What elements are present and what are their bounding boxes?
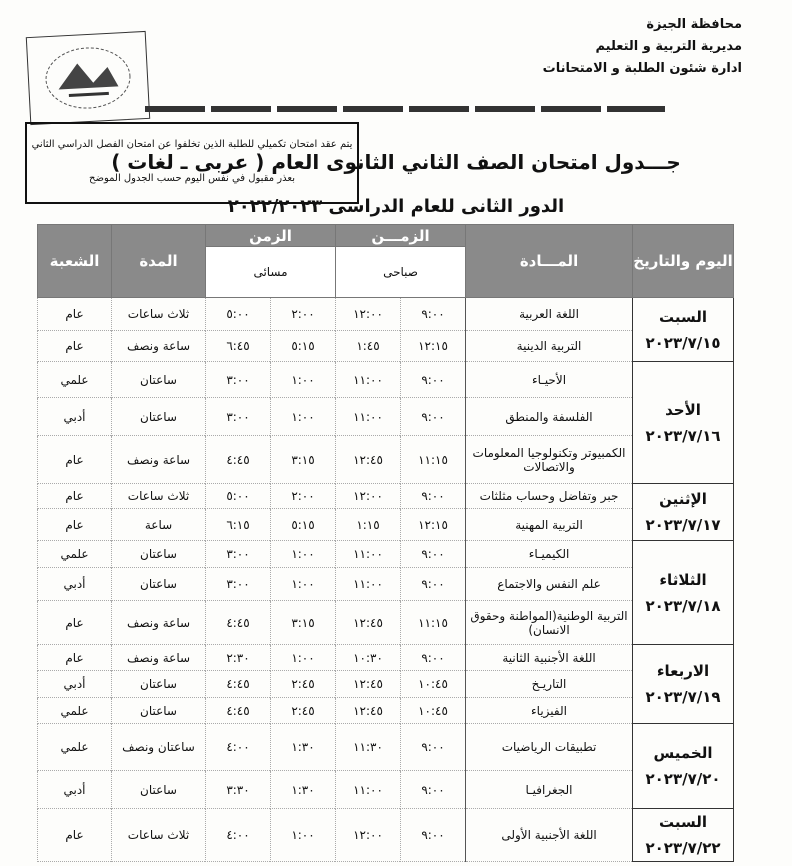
table-row <box>38 484 734 509</box>
evening-end-cell: ٣:٠٠ <box>206 541 271 568</box>
evening-end-cell: ٤:٠٠ <box>206 809 271 862</box>
subject-cell: الفيزياء <box>466 698 633 724</box>
morning-start-cell: ٩:٠٠ <box>401 645 466 671</box>
branch-cell: عام <box>38 601 112 645</box>
evening-start-cell: ٢:٠٠ <box>271 484 336 509</box>
duration-cell: ساعتان <box>112 771 206 809</box>
morning-end-cell: ١:١٥ <box>336 509 401 541</box>
evening-start-cell: ٣:١٥ <box>271 436 336 484</box>
subject-cell: التربية المهنية <box>466 509 633 541</box>
morning-start-cell: ٩:٠٠ <box>401 362 466 398</box>
day-cell <box>633 484 734 541</box>
table-row <box>38 362 734 398</box>
evening-end-cell: ٢:٣٠ <box>206 645 271 671</box>
evening-start-cell: ٢:٤٥ <box>271 671 336 698</box>
branch-cell: أدبي <box>38 398 112 436</box>
table-row <box>38 298 734 331</box>
branch-cell: عام <box>38 509 112 541</box>
branch-cell: أدبي <box>38 771 112 809</box>
duration-cell: ساعتان <box>112 362 206 398</box>
day-name: السبت <box>658 813 708 831</box>
evening-end-cell: ٤:٤٥ <box>206 436 271 484</box>
table-row <box>38 671 734 698</box>
evening-start-cell: ١:٣٠ <box>271 724 336 771</box>
department: ادارة شئون الطلبة و الامتحانات <box>542 61 742 76</box>
morning-start-cell: ٩:٠٠ <box>401 484 466 509</box>
subject-cell: تطبيقات الرياضيات <box>466 724 633 771</box>
table-row <box>38 601 734 645</box>
exam-schedule-table <box>37 224 734 862</box>
subject-cell: جبر وتفاضل وحساب مثلثات <box>466 484 633 509</box>
evening-start-cell: ٣:١٥ <box>271 601 336 645</box>
morning-start-cell: ١١:١٥ <box>401 436 466 484</box>
header-day: اليوم والتاريخ <box>633 225 734 298</box>
subject-cell: الفلسفة والمنطق <box>466 398 633 436</box>
notice-line: بعذر مقبول في نفس اليوم حسب الجدول الموضح <box>89 173 295 184</box>
directorate-logo <box>26 31 150 125</box>
subject-cell: اللغة الأجنبية الأولى <box>466 809 633 862</box>
evening-start-cell: ٢:٤٥ <box>271 698 336 724</box>
evening-end-cell: ٣:٠٠ <box>206 568 271 601</box>
subject-cell: الكيميـاء <box>466 541 633 568</box>
page-subtitle: الدور الثانى للعام الدراسى ٢٠٢٢/٢٠٢٣ <box>227 196 565 217</box>
morning-start-cell: ٩:٠٠ <box>401 771 466 809</box>
day-date: ٢٠٢٣/٧/١٦ <box>645 426 721 445</box>
header-time-morning: الزمـــن <box>336 225 466 247</box>
branch-cell: عام <box>38 436 112 484</box>
morning-start-cell: ٩:٠٠ <box>401 568 466 601</box>
evening-end-cell: ٥:٠٠ <box>206 298 271 331</box>
header-time-evening: الزمن <box>206 225 336 247</box>
morning-start-cell: ١٢:١٥ <box>401 331 466 362</box>
duration-cell: ساعة <box>112 509 206 541</box>
subject-cell: التاريـخ <box>466 671 633 698</box>
day-name: الإثنين <box>659 490 707 508</box>
branch-cell: عام <box>38 645 112 671</box>
day-cell <box>633 645 734 724</box>
duration-cell: ساعتان <box>112 698 206 724</box>
branch-cell: عام <box>38 809 112 862</box>
evening-end-cell: ٤:٤٥ <box>206 671 271 698</box>
day-name: الخميس <box>653 744 713 762</box>
duration-cell: ساعتان ونصف <box>112 724 206 771</box>
morning-end-cell: ١٢:٤٥ <box>336 436 401 484</box>
governorate: محافظة الجيزة <box>646 17 742 32</box>
department-header <box>543 14 742 80</box>
evening-end-cell: ٣:٠٠ <box>206 362 271 398</box>
morning-start-cell: ١٠:٤٥ <box>401 698 466 724</box>
evening-end-cell: ٤:٤٥ <box>206 601 271 645</box>
morning-start-cell: ١١:١٥ <box>401 601 466 645</box>
branch-cell: علمي <box>38 362 112 398</box>
table-row <box>38 809 734 862</box>
day-name: الاربعاء <box>656 662 710 680</box>
evening-end-cell: ٦:١٥ <box>206 509 271 541</box>
branch-cell: عام <box>38 484 112 509</box>
subject-cell: الأحيـاء <box>466 362 633 398</box>
table-row <box>38 724 734 771</box>
evening-start-cell: ١:٠٠ <box>271 398 336 436</box>
duration-cell: ساعتان <box>112 671 206 698</box>
evening-end-cell: ٣:٠٠ <box>206 398 271 436</box>
day-date: ٢٠٢٣/٧/٢٢ <box>645 839 721 857</box>
morning-end-cell: ١٢:٠٠ <box>336 298 401 331</box>
branch-cell: أدبي <box>38 568 112 601</box>
morning-start-cell: ٩:٠٠ <box>401 298 466 331</box>
table-row <box>38 509 734 541</box>
subject-cell: التربية الدينية <box>466 331 633 362</box>
day-date: ٢٠٢٣/٧/١٥ <box>645 333 721 352</box>
morning-start-cell: ٩:٠٠ <box>401 398 466 436</box>
day-date: ٢٠٢٣/٧/١٩ <box>645 688 721 706</box>
duration-cell: ثلاث ساعات <box>112 298 206 331</box>
evening-end-cell: ٣:٣٠ <box>206 771 271 809</box>
morning-end-cell: ١٢:٤٥ <box>336 671 401 698</box>
evening-start-cell: ١:٠٠ <box>271 541 336 568</box>
header-branch: الشعبة <box>38 225 112 298</box>
header-divider <box>145 106 665 112</box>
directorate: مديرية التربية و التعليم <box>595 39 742 54</box>
day-cell <box>633 724 734 809</box>
day-date: ٢٠٢٣/٧/١٨ <box>645 596 721 615</box>
morning-start-cell: ١٢:١٥ <box>401 509 466 541</box>
duration-cell: ساعة ونصف <box>112 436 206 484</box>
table-row <box>38 645 734 671</box>
morning-end-cell: ١١:٠٠ <box>336 568 401 601</box>
morning-start-cell: ٩:٠٠ <box>401 724 466 771</box>
table-row <box>38 398 734 436</box>
evening-start-cell: ١:٠٠ <box>271 809 336 862</box>
evening-start-cell: ٢:٠٠ <box>271 298 336 331</box>
morning-end-cell: ١٠:٣٠ <box>336 645 401 671</box>
subject-cell: اللغة الأجنبية الثانية <box>466 645 633 671</box>
day-name: الثلاثاء <box>659 570 707 589</box>
morning-end-cell: ١١:٠٠ <box>336 398 401 436</box>
morning-start-cell: ٩:٠٠ <box>401 809 466 862</box>
table-row <box>38 436 734 484</box>
header-morning: صباحى <box>336 247 466 298</box>
morning-end-cell: ١١:٠٠ <box>336 362 401 398</box>
morning-end-cell: ١:٤٥ <box>336 331 401 362</box>
table-row <box>38 698 734 724</box>
morning-end-cell: ١١:٠٠ <box>336 771 401 809</box>
day-name: السبت <box>658 307 708 326</box>
duration-cell: ساعة ونصف <box>112 601 206 645</box>
morning-end-cell: ١٢:٤٥ <box>336 601 401 645</box>
morning-end-cell: ١٢:٤٥ <box>336 698 401 724</box>
branch-cell: علمي <box>38 698 112 724</box>
table-row <box>38 331 734 362</box>
branch-cell: علمي <box>38 541 112 568</box>
duration-cell: ساعة ونصف <box>112 645 206 671</box>
subject-cell: علم النفس والاجتماع <box>466 568 633 601</box>
duration-cell: ساعة ونصف <box>112 331 206 362</box>
subject-cell: الكمبيوتر وتكنولوجيا المعلومات والاتصالات <box>466 436 633 484</box>
day-name: الأحد <box>665 400 701 419</box>
evening-end-cell: ٦:٤٥ <box>206 331 271 362</box>
evening-start-cell: ١:٠٠ <box>271 645 336 671</box>
branch-cell: أدبي <box>38 671 112 698</box>
day-cell <box>633 298 734 362</box>
duration-cell: ساعتان <box>112 568 206 601</box>
morning-start-cell: ١٠:٤٥ <box>401 671 466 698</box>
evening-end-cell: ٤:٤٥ <box>206 698 271 724</box>
day-cell <box>633 362 734 484</box>
morning-end-cell: ١٢:٠٠ <box>336 484 401 509</box>
evening-start-cell: ١:٣٠ <box>271 771 336 809</box>
header-evening: مسائى <box>206 247 336 298</box>
duration-cell: ساعتان <box>112 398 206 436</box>
day-cell <box>633 541 734 645</box>
duration-cell: ثلاث ساعات <box>112 484 206 509</box>
notice-line: يتم عقد امتحان تكميلي للطلبة الذين تخلفوا عن امتحان الفصل الدراسي الثاني <box>31 139 353 150</box>
header-duration: المدة <box>112 225 206 298</box>
header-subject: المـــادة <box>466 225 633 298</box>
morning-end-cell: ١١:٣٠ <box>336 724 401 771</box>
evening-end-cell: ٥:٠٠ <box>206 484 271 509</box>
branch-cell: علمي <box>38 724 112 771</box>
subject-cell: الجغرافيـا <box>466 771 633 809</box>
branch-cell: عام <box>38 298 112 331</box>
evening-start-cell: ٥:١٥ <box>271 331 336 362</box>
branch-cell: عام <box>38 331 112 362</box>
morning-end-cell: ١١:٠٠ <box>336 541 401 568</box>
subject-cell: التربية الوطنية(المواطنة وحقوق الانسان) <box>466 601 633 645</box>
morning-end-cell: ١٢:٠٠ <box>336 809 401 862</box>
duration-cell: ساعتان <box>112 541 206 568</box>
duration-cell: ثلاث ساعات <box>112 809 206 862</box>
table-row <box>38 771 734 809</box>
evening-start-cell: ١:٠٠ <box>271 568 336 601</box>
evening-start-cell: ١:٠٠ <box>271 362 336 398</box>
day-cell <box>633 809 734 862</box>
evening-end-cell: ٤:٠٠ <box>206 724 271 771</box>
table-row <box>38 568 734 601</box>
evening-start-cell: ٥:١٥ <box>271 509 336 541</box>
table-row <box>38 541 734 568</box>
day-date: ٢٠٢٣/٧/٢٠ <box>645 770 721 788</box>
day-date: ٢٠٢٣/٧/١٧ <box>645 516 721 534</box>
page-title: جـــدول امتحان الصف الثاني الثانوى العام ( عربى ـ لغات ) <box>111 150 681 174</box>
morning-start-cell: ٩:٠٠ <box>401 541 466 568</box>
subject-cell: اللغة العربية <box>466 298 633 331</box>
